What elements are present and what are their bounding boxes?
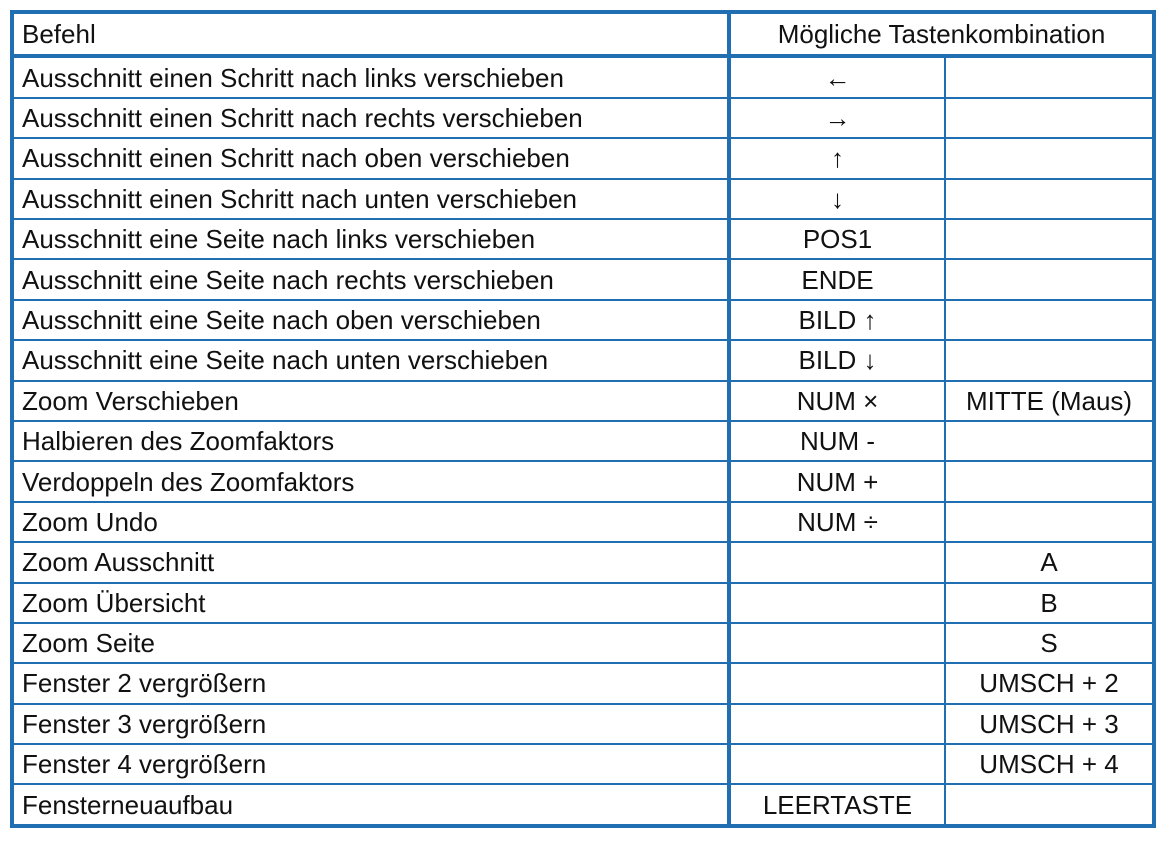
key-secondary-cell <box>945 502 1152 542</box>
command-cell: Zoom Übersicht <box>14 583 729 623</box>
command-cell: Fensterneuaufbau <box>14 784 729 824</box>
key-secondary-cell: MITTE (Maus) <box>945 381 1152 421</box>
table-row <box>14 300 1152 340</box>
key-primary-cell <box>729 704 945 744</box>
shortcut-table <box>14 14 1152 824</box>
table-row <box>14 583 1152 623</box>
table-row <box>14 784 1152 824</box>
command-cell: Ausschnitt eine Seite nach unten verschieben <box>14 340 729 380</box>
table-row <box>14 744 1152 784</box>
key-primary-cell: ↑ <box>729 138 945 178</box>
table-row <box>14 381 1152 421</box>
key-primary-cell: LEERTASTE <box>729 784 945 824</box>
key-primary-cell: BILD ↑ <box>729 300 945 340</box>
table-row <box>14 340 1152 380</box>
table-row <box>14 219 1152 259</box>
command-cell: Ausschnitt einen Schritt nach rechts verschieben <box>14 98 729 138</box>
key-primary-cell <box>729 542 945 582</box>
table-row <box>14 421 1152 461</box>
shortcut-table-frame <box>10 10 1156 828</box>
command-cell: Ausschnitt einen Schritt nach oben verschieben <box>14 138 729 178</box>
key-secondary-cell <box>945 179 1152 219</box>
table-row <box>14 704 1152 744</box>
command-cell: Ausschnitt einen Schritt nach links verschieben <box>14 56 729 97</box>
key-primary-cell: NUM - <box>729 421 945 461</box>
command-cell: Halbieren des Zoomfaktors <box>14 421 729 461</box>
table-row <box>14 502 1152 542</box>
key-primary-cell: NUM × <box>729 381 945 421</box>
table-row <box>14 663 1152 703</box>
key-secondary-cell: UMSCH + 4 <box>945 744 1152 784</box>
key-secondary-cell <box>945 259 1152 299</box>
key-primary-cell: NUM ÷ <box>729 502 945 542</box>
key-secondary-cell <box>945 340 1152 380</box>
command-cell: Verdoppeln des Zoomfaktors <box>14 461 729 501</box>
table-row <box>14 461 1152 501</box>
command-cell: Fenster 2 vergrößern <box>14 663 729 703</box>
command-cell: Zoom Undo <box>14 502 729 542</box>
key-secondary-cell <box>945 56 1152 97</box>
command-cell: Ausschnitt eine Seite nach rechts verschieben <box>14 259 729 299</box>
key-primary-cell: BILD ↓ <box>729 340 945 380</box>
table-row <box>14 179 1152 219</box>
key-primary-cell: ENDE <box>729 259 945 299</box>
key-primary-cell <box>729 583 945 623</box>
table-row <box>14 623 1152 663</box>
command-cell: Ausschnitt eine Seite nach oben verschieben <box>14 300 729 340</box>
table-header-row <box>14 14 1152 56</box>
key-primary-cell: ↓ <box>729 179 945 219</box>
table-row <box>14 98 1152 138</box>
key-secondary-cell <box>945 461 1152 501</box>
key-secondary-cell: UMSCH + 3 <box>945 704 1152 744</box>
key-primary-cell <box>729 744 945 784</box>
key-primary-cell: ← <box>729 56 945 97</box>
key-primary-cell <box>729 663 945 703</box>
key-primary-cell: POS1 <box>729 219 945 259</box>
table-row <box>14 542 1152 582</box>
key-primary-cell: → <box>729 98 945 138</box>
command-cell: Fenster 4 vergrößern <box>14 744 729 784</box>
command-cell: Ausschnitt einen Schritt nach unten verschieben <box>14 179 729 219</box>
key-secondary-cell: B <box>945 583 1152 623</box>
key-primary-cell: NUM + <box>729 461 945 501</box>
command-cell: Zoom Seite <box>14 623 729 663</box>
key-secondary-cell: UMSCH + 2 <box>945 663 1152 703</box>
key-secondary-cell <box>945 219 1152 259</box>
table-row <box>14 259 1152 299</box>
command-cell: Fenster 3 vergrößern <box>14 704 729 744</box>
key-secondary-cell <box>945 784 1152 824</box>
command-cell: Zoom Ausschnitt <box>14 542 729 582</box>
table-row <box>14 56 1152 97</box>
key-secondary-cell <box>945 421 1152 461</box>
header-command: Befehl <box>14 14 729 56</box>
key-secondary-cell <box>945 138 1152 178</box>
key-secondary-cell <box>945 98 1152 138</box>
key-secondary-cell: A <box>945 542 1152 582</box>
table-row <box>14 138 1152 178</box>
key-secondary-cell: S <box>945 623 1152 663</box>
command-cell: Ausschnitt eine Seite nach links verschieben <box>14 219 729 259</box>
key-primary-cell <box>729 623 945 663</box>
key-secondary-cell <box>945 300 1152 340</box>
header-keys: Mögliche Tastenkombination <box>729 14 1152 56</box>
command-cell: Zoom Verschieben <box>14 381 729 421</box>
